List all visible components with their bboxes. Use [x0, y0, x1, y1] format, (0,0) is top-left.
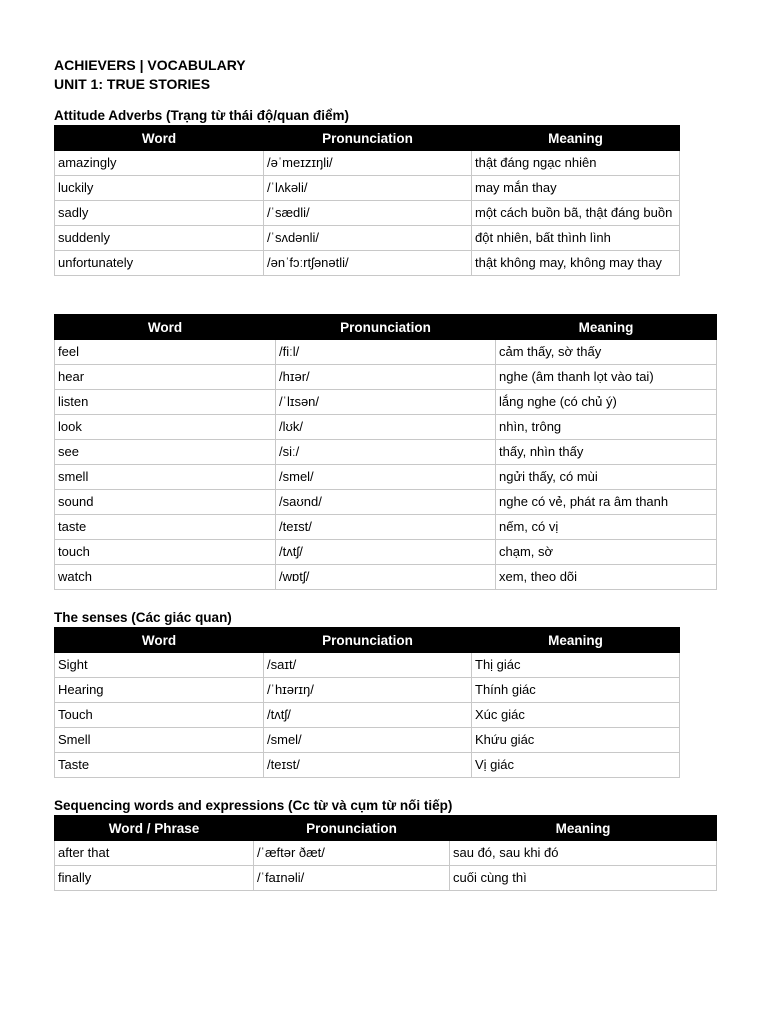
table-header-row [55, 315, 717, 340]
document-title: ACHIEVERS | VOCABULARY [54, 57, 246, 73]
pronunciation-cell: /lʊk/ [276, 415, 496, 440]
vocab-table-attitude-adverbs [54, 125, 680, 276]
word-cell: touch [55, 540, 276, 565]
word-cell: sound [55, 490, 276, 515]
table-header-row [55, 126, 680, 151]
word-cell: Sight [55, 653, 264, 678]
word-cell: see [55, 440, 276, 465]
meaning-cell: lắng nghe (có chủ ý) [496, 390, 717, 415]
table-row [55, 728, 680, 753]
word-cell: taste [55, 515, 276, 540]
table-row [55, 176, 680, 201]
word-cell: sadly [55, 201, 264, 226]
meaning-cell: một cách buồn bã, thật đáng buồn [472, 201, 680, 226]
table-row [55, 340, 717, 365]
section-heading-senses: The senses (Các giác quan) [54, 610, 232, 625]
pronunciation-cell: /ˈæftər ðæt/ [254, 841, 450, 866]
word-cell: look [55, 415, 276, 440]
meaning-cell: cảm thấy, sờ thấy [496, 340, 717, 365]
vocab-table-sense-verbs [54, 314, 717, 590]
meaning-cell: Thị giác [472, 653, 680, 678]
word-cell: feel [55, 340, 276, 365]
table-row [55, 415, 717, 440]
pronunciation-cell: /ˈfaɪnəli/ [254, 866, 450, 891]
column-header-pronunciation: Pronunciation [276, 315, 496, 340]
column-header-meaning: Meaning [450, 816, 717, 841]
pronunciation-cell: /siː/ [276, 440, 496, 465]
word-cell: after that [55, 841, 254, 866]
meaning-cell: may mắn thay [472, 176, 680, 201]
column-header-pronunciation: Pronunciation [264, 126, 472, 151]
pronunciation-cell: /hɪər/ [276, 365, 496, 390]
column-header-meaning: Meaning [496, 315, 717, 340]
column-header-word: Word [55, 126, 264, 151]
meaning-cell: ngửi thấy, có mùi [496, 465, 717, 490]
column-header-word: Word [55, 315, 276, 340]
column-header-word: Word / Phrase [55, 816, 254, 841]
meaning-cell: thật không may, không may thay [472, 251, 680, 276]
table-row [55, 251, 680, 276]
meaning-cell: sau đó, sau khi đó [450, 841, 717, 866]
word-cell: amazingly [55, 151, 264, 176]
meaning-cell: nghe (âm thanh lọt vào tai) [496, 365, 717, 390]
table-row [55, 490, 717, 515]
pronunciation-cell: /smel/ [276, 465, 496, 490]
column-header-pronunciation: Pronunciation [264, 628, 472, 653]
column-header-meaning: Meaning [472, 126, 680, 151]
pronunciation-cell: /teɪst/ [276, 515, 496, 540]
table-row [55, 465, 717, 490]
vocab-table-sequencing [54, 815, 717, 891]
word-cell: finally [55, 866, 254, 891]
pronunciation-cell: /smel/ [264, 728, 472, 753]
section-heading-attitude-adverbs: Attitude Adverbs (Trạng từ thái độ/quan điểm) [54, 108, 350, 123]
meaning-cell: nếm, có vị [496, 515, 717, 540]
meaning-cell: thật đáng ngạc nhiên [472, 151, 680, 176]
table-row [55, 565, 717, 590]
pronunciation-cell: /ˈhɪərɪŋ/ [264, 678, 472, 703]
word-cell: Smell [55, 728, 264, 753]
word-cell: luckily [55, 176, 264, 201]
table-row [55, 653, 680, 678]
meaning-cell: thấy, nhìn thấy [496, 440, 717, 465]
pronunciation-cell: /ˈlʌkəli/ [264, 176, 472, 201]
pronunciation-cell: /saɪt/ [264, 653, 472, 678]
table-row [55, 753, 680, 778]
table-row [55, 703, 680, 728]
word-cell: unfortunately [55, 251, 264, 276]
meaning-cell: chạm, sờ [496, 540, 717, 565]
meaning-cell: nghe có vẻ, phát ra âm thanh [496, 490, 717, 515]
pronunciation-cell: /tʌtʃ/ [276, 540, 496, 565]
table-row [55, 841, 717, 866]
pronunciation-cell: /ˈsædli/ [264, 201, 472, 226]
table-row [55, 866, 717, 891]
word-cell: Hearing [55, 678, 264, 703]
meaning-cell: Khứu giác [472, 728, 680, 753]
table-row [55, 440, 717, 465]
word-cell: hear [55, 365, 276, 390]
pronunciation-cell: /saʊnd/ [276, 490, 496, 515]
meaning-cell: Xúc giác [472, 703, 680, 728]
table-row [55, 365, 717, 390]
meaning-cell: đột nhiên, bất thình lình [472, 226, 680, 251]
pronunciation-cell: /ənˈfɔːrtʃənətli/ [264, 251, 472, 276]
table-row [55, 515, 717, 540]
pronunciation-cell: /wɒtʃ/ [276, 565, 496, 590]
column-header-meaning: Meaning [472, 628, 680, 653]
word-cell: listen [55, 390, 276, 415]
pronunciation-cell: /tʌtʃ/ [264, 703, 472, 728]
meaning-cell: xem, theo dõi [496, 565, 717, 590]
vocab-table-senses [54, 627, 680, 778]
table-row [55, 540, 717, 565]
pronunciation-cell: /ˈsʌdənli/ [264, 226, 472, 251]
table-row [55, 390, 717, 415]
pronunciation-cell: /əˈmeɪzɪŋli/ [264, 151, 472, 176]
table-row [55, 201, 680, 226]
word-cell: Taste [55, 753, 264, 778]
table-header-row [55, 628, 680, 653]
word-cell: watch [55, 565, 276, 590]
pronunciation-cell: /fiːl/ [276, 340, 496, 365]
table-row [55, 226, 680, 251]
table-row [55, 678, 680, 703]
unit-title: UNIT 1: TRUE STORIES [54, 76, 211, 92]
word-cell: suddenly [55, 226, 264, 251]
meaning-cell: cuối cùng thì [450, 866, 717, 891]
table-header-row [55, 816, 717, 841]
column-header-pronunciation: Pronunciation [254, 816, 450, 841]
document-page [54, 56, 716, 891]
word-cell: Touch [55, 703, 264, 728]
meaning-cell: Thính giác [472, 678, 680, 703]
pronunciation-cell: /ˈlɪsən/ [276, 390, 496, 415]
pronunciation-cell: /teɪst/ [264, 753, 472, 778]
column-header-word: Word [55, 628, 264, 653]
word-cell: smell [55, 465, 276, 490]
meaning-cell: nhìn, trông [496, 415, 717, 440]
table-row [55, 151, 680, 176]
meaning-cell: Vị giác [472, 753, 680, 778]
section-heading-sequencing: Sequencing words and expressions (Cc từ và cụm từ nối tiếp) [54, 798, 453, 813]
